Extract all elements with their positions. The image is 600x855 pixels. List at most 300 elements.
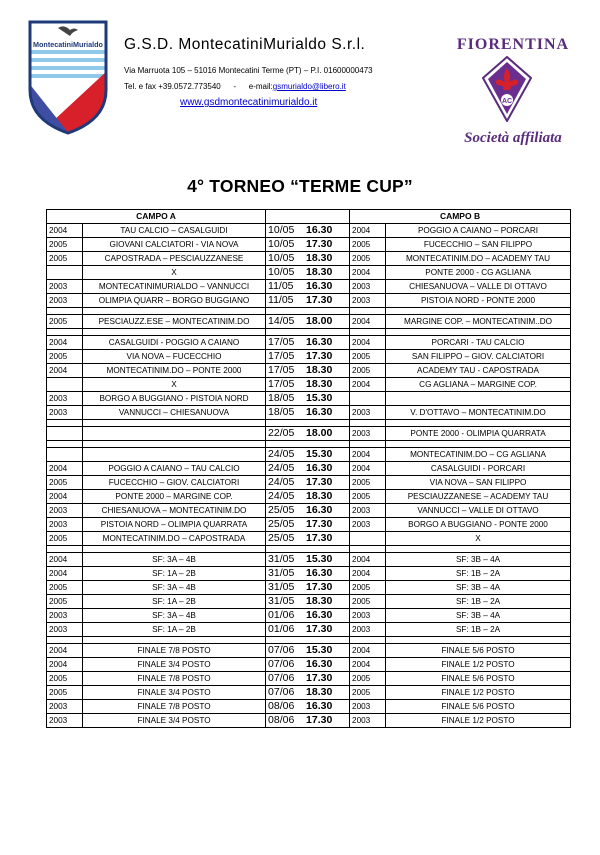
match-date: 08/06 [268, 700, 295, 712]
campo-a-year: 2003 [47, 406, 83, 420]
campo-b-year: 2003 [350, 504, 386, 518]
campo-b-year: 2004 [350, 448, 386, 462]
campo-b-match [386, 392, 571, 406]
match-time: 15.30 [306, 553, 333, 565]
campo-a-year: 2004 [47, 336, 83, 350]
campo-b-year: 2005 [350, 595, 386, 609]
match-time: 16.30 [306, 406, 333, 418]
campo-a-year: 2005 [47, 581, 83, 595]
campo-a-year: 2004 [47, 644, 83, 658]
datetime-cell [266, 406, 350, 420]
campo-b-year: 2004 [350, 336, 386, 350]
match-date: 31/05 [268, 595, 295, 607]
campo-a-year: 2004 [47, 462, 83, 476]
table-row [47, 336, 571, 350]
campo-a-year: 2004 [47, 364, 83, 378]
datetime-cell [266, 518, 350, 532]
table-row [47, 364, 571, 378]
datetime-cell [266, 238, 350, 252]
email-label: e-mail: [248, 82, 273, 91]
spacer-cell [47, 420, 83, 427]
campo-a-year: 2003 [47, 280, 83, 294]
campo-a-match: VANNUCCI – CHIESANUOVA [83, 406, 266, 420]
datetime-cell [266, 448, 350, 462]
spacer-cell [386, 420, 571, 427]
match-time: 17.30 [306, 581, 333, 593]
spacer-cell [83, 329, 266, 336]
campo-a-match: X [83, 378, 266, 392]
spacer-cell [266, 308, 350, 315]
campo-b-year: 2005 [350, 686, 386, 700]
campo-a-match: BORGO A BUGGIANO - PISTOIA NORD [83, 392, 266, 406]
campo-b-year: 2005 [350, 476, 386, 490]
campo-a-year: 2005 [47, 350, 83, 364]
campo-a-year: 2005 [47, 315, 83, 329]
datetime-cell [266, 462, 350, 476]
match-date: 25/05 [268, 504, 295, 516]
campo-b-match: V. D'OTTAVO – MONTECATINIM.DO [386, 406, 571, 420]
spacer-cell [47, 329, 83, 336]
campo-b-match: MARGINE COP. – MONTECATINIM..DO [386, 315, 571, 329]
campo-a-match: MONTECATINIM.DO – CAPOSTRADA [83, 532, 266, 546]
match-date: 17/05 [268, 364, 295, 376]
match-time: 18.30 [306, 364, 333, 376]
fiorentina-subtitle: Società affiliata [464, 130, 562, 146]
match-time: 16.30 [306, 504, 333, 516]
campo-b-match: PESCIAUZZANESE – ACADEMY TAU [386, 490, 571, 504]
campo-a-year: 2005 [47, 532, 83, 546]
campo-b-match: FINALE 1/2 POSTO [386, 714, 571, 728]
table-row [47, 315, 571, 329]
match-date: 10/05 [268, 266, 295, 278]
match-date: 01/06 [268, 623, 295, 635]
campo-b-match: SF: 3B – 4A [386, 553, 571, 567]
match-time: 17.30 [306, 476, 333, 488]
campo-b-match: SAN FILIPPO – GIOV. CALCIATORI [386, 350, 571, 364]
spacer-cell [266, 420, 350, 427]
campo-b-year: 2005 [350, 490, 386, 504]
match-date: 17/05 [268, 350, 295, 362]
campo-a-year: 2003 [47, 518, 83, 532]
tournament-title: 4° TORNEO “TERME CUP” [187, 176, 413, 196]
datetime-cell [266, 595, 350, 609]
phone-text: Tel. e fax +39.0572.773540 [124, 82, 221, 91]
campo-b-year [350, 392, 386, 406]
datetime-cell [266, 252, 350, 266]
campo-b-year: 2005 [350, 364, 386, 378]
campo-b-year: 2005 [350, 238, 386, 252]
campo-b-match: X [386, 532, 571, 546]
campo-a-match: MONTECATINIMURIALDO – VANNUCCI [83, 280, 266, 294]
fiorentina-crest-icon [482, 56, 532, 122]
match-time: 16.30 [306, 609, 333, 621]
match-time: 16.30 [306, 462, 333, 474]
spacer-cell [350, 308, 386, 315]
campo-a-match: FINALE 7/8 POSTO [83, 644, 266, 658]
match-time: 15.30 [306, 392, 333, 404]
table-row [47, 623, 571, 637]
datetime-cell [266, 476, 350, 490]
campo-a-year: 2003 [47, 700, 83, 714]
campo-a-match: FUCECCHIO – GIOV. CALCIATORI [83, 476, 266, 490]
campo-b-match: FINALE 5/6 POSTO [386, 700, 571, 714]
spacer-cell [47, 637, 83, 644]
match-date: 08/06 [268, 714, 295, 726]
spacer-row [47, 308, 571, 315]
campo-b-match: VANNUCCI – VALLE DI OTTAVO [386, 504, 571, 518]
match-time: 15.30 [306, 448, 333, 460]
spacer-row [47, 329, 571, 336]
match-time: 18.30 [306, 252, 333, 264]
datetime-cell [266, 392, 350, 406]
campo-b-year: 2004 [350, 224, 386, 238]
campo-a-match: SF: 3A – 4B [83, 581, 266, 595]
datetime-cell [266, 623, 350, 637]
match-time: 17.30 [306, 532, 333, 544]
email-link[interactable]: gsmurialdo@libero.it [272, 82, 346, 91]
spacer-cell [47, 308, 83, 315]
campo-b-year: 2004 [350, 266, 386, 280]
match-date: 31/05 [268, 581, 295, 593]
match-time: 17.30 [306, 294, 333, 306]
table-row [47, 448, 571, 462]
campo-a-match: CAPOSTRADA – PESCIAUZZANESE [83, 252, 266, 266]
table-row [47, 504, 571, 518]
campo-b-match: VIA NOVA – SAN FILIPPO [386, 476, 571, 490]
match-time: 17.30 [306, 518, 333, 530]
campo-b-match: PONTE 2000 - CG AGLIANA [386, 266, 571, 280]
spacer-cell [83, 308, 266, 315]
datetime-cell [266, 315, 350, 329]
campo-b-match: BORGO A BUGGIANO - PONTE 2000 [386, 518, 571, 532]
campo-b-year: 2005 [350, 350, 386, 364]
campo-b-year: 2004 [350, 567, 386, 581]
datetime-cell [266, 609, 350, 623]
campo-b-year: 2004 [350, 553, 386, 567]
campo-b-match: MONTECATINIM.DO – CG AGLIANA [386, 448, 571, 462]
campo-b-match: CASALGUIDI - PORCARI [386, 462, 571, 476]
campo-a-year [47, 378, 83, 392]
campo-a-match [83, 448, 266, 462]
campo-b-year: 2003 [350, 518, 386, 532]
fiorentina-title: FIORENTINA [456, 36, 570, 53]
match-date: 25/05 [268, 532, 295, 544]
table-row [47, 686, 571, 700]
org-name: G.S.D. MontecatiniMurialdo S.r.l. [124, 36, 366, 53]
campo-a-match: CHIESANUOVA – MONTECATINIM.DO [83, 504, 266, 518]
campo-a-match: FINALE 3/4 POSTO [83, 686, 266, 700]
match-time: 16.30 [306, 567, 333, 579]
spacer-row [47, 441, 571, 448]
datetime-cell [266, 700, 350, 714]
campo-b-year: 2005 [350, 581, 386, 595]
spacer-cell [47, 546, 83, 553]
match-date: 18/05 [268, 406, 295, 418]
campo-a-year: 2003 [47, 714, 83, 728]
campo-b-year: 2003 [350, 714, 386, 728]
match-time: 16.30 [306, 224, 333, 236]
campo-b-year: 2004 [350, 644, 386, 658]
contact-separator: - [233, 82, 237, 91]
table-row [47, 609, 571, 623]
campo-a-match: FINALE 7/8 POSTO [83, 700, 266, 714]
match-date: 31/05 [268, 567, 295, 579]
campo-a-year: 2004 [47, 224, 83, 238]
campo-b-match: PISTOIA NORD - PONTE 2000 [386, 294, 571, 308]
datetime-cell [266, 658, 350, 672]
spacer-cell [386, 441, 571, 448]
match-date: 11/05 [268, 280, 294, 292]
campo-b-match: SF: 1B – 2A [386, 623, 571, 637]
campo-a-match: FINALE 3/4 POSTO [83, 714, 266, 728]
datetime-cell [266, 553, 350, 567]
match-time: 18.00 [306, 315, 333, 327]
spacer-cell [47, 441, 83, 448]
campo-a-year: 2003 [47, 504, 83, 518]
logo-text: MontecatiniMurialdo [33, 40, 103, 49]
campo-b-match: SF: 1B – 2A [386, 595, 571, 609]
match-time: 18.30 [306, 490, 333, 502]
match-date: 17/05 [268, 378, 295, 390]
match-date: 10/05 [268, 252, 295, 264]
schedule-body [47, 210, 571, 728]
campo-a-year [47, 427, 83, 441]
table-row [47, 518, 571, 532]
club-logo [28, 20, 108, 135]
campo-b-year: 2005 [350, 672, 386, 686]
match-time: 18.30 [306, 266, 333, 278]
table-row [47, 294, 571, 308]
spacer-cell [83, 420, 266, 427]
campo-b-year: 2004 [350, 658, 386, 672]
table-row [47, 567, 571, 581]
table-row [47, 406, 571, 420]
match-time: 17.30 [306, 350, 333, 362]
match-date: 17/05 [268, 336, 295, 348]
table-row [47, 490, 571, 504]
match-date: 07/06 [268, 686, 295, 698]
campo-b-match: POGGIO A CAIANO – PORCARI [386, 224, 571, 238]
table-row [47, 476, 571, 490]
campo-b-match: FINALE 1/2 POSTO [386, 686, 571, 700]
match-time: 16.30 [306, 280, 333, 292]
campo-a-match: SF: 1A – 2B [83, 595, 266, 609]
table-header-row [47, 210, 571, 224]
campo-a-year: 2005 [47, 238, 83, 252]
match-time: 16.30 [306, 700, 333, 712]
table-row [47, 553, 571, 567]
campo-a-year: 2003 [47, 609, 83, 623]
match-date: 10/05 [268, 224, 295, 236]
datetime-cell [266, 581, 350, 595]
campo-a-match: SF: 1A – 2B [83, 623, 266, 637]
campo-b-year: 2004 [350, 378, 386, 392]
campo-b-match: PONTE 2000 - OLIMPIA QUARRATA [386, 427, 571, 441]
datetime-cell [266, 672, 350, 686]
table-row [47, 672, 571, 686]
org-contact [124, 82, 346, 91]
campo-b-year: 2005 [350, 252, 386, 266]
campo-b-year: 2003 [350, 294, 386, 308]
table-row [47, 266, 571, 280]
website-link[interactable]: www.gsdmontecatinimurialdo.it [180, 97, 318, 108]
campo-b-year: 2003 [350, 609, 386, 623]
datetime-cell [266, 336, 350, 350]
match-time: 17.30 [306, 714, 333, 726]
campo-a-year: 2005 [47, 252, 83, 266]
match-time: 18.30 [306, 686, 333, 698]
match-date: 18/05 [268, 392, 295, 404]
match-date: 01/06 [268, 609, 295, 621]
table-row [47, 700, 571, 714]
campo-a-year: 2004 [47, 490, 83, 504]
spacer-cell [386, 637, 571, 644]
spacer-cell [266, 441, 350, 448]
datetime-cell [266, 714, 350, 728]
spacer-cell [350, 637, 386, 644]
campo-a-match: X [83, 266, 266, 280]
table-row [47, 427, 571, 441]
campo-a-year: 2004 [47, 567, 83, 581]
datetime-cell [266, 224, 350, 238]
campo-b-match: SF: 1B – 2A [386, 567, 571, 581]
table-row [47, 350, 571, 364]
table-row [47, 392, 571, 406]
campo-a-match: PESCIAUZZ.ESE – MONTECATINIM.DO [83, 315, 266, 329]
datetime-cell [266, 490, 350, 504]
datetime-cell [266, 378, 350, 392]
table-row [47, 252, 571, 266]
campo-a-match: FINALE 7/8 POSTO [83, 672, 266, 686]
campo-b-match: ACADEMY TAU - CAPOSTRADA [386, 364, 571, 378]
match-date: 24/05 [268, 476, 295, 488]
campo-a-year: 2003 [47, 294, 83, 308]
campo-b-match: SF: 3B – 4A [386, 581, 571, 595]
campo-a-year: 2005 [47, 686, 83, 700]
campo-a-year: 2004 [47, 553, 83, 567]
crest-text: AC [501, 98, 513, 105]
campo-a-match: FINALE 3/4 POSTO [83, 658, 266, 672]
campo-b-year: 2003 [350, 427, 386, 441]
datetime-cell [266, 532, 350, 546]
campo-a-match: POGGIO A CAIANO – TAU CALCIO [83, 462, 266, 476]
match-time: 18.30 [306, 378, 333, 390]
campo-b-year: 2004 [350, 462, 386, 476]
table-row [47, 644, 571, 658]
campo-a-match: TAU CALCIO – CASALGUIDI [83, 224, 266, 238]
spacer-cell [386, 308, 571, 315]
match-date: 31/05 [268, 553, 295, 565]
table-row [47, 224, 571, 238]
spacer-cell [386, 329, 571, 336]
match-date: 14/05 [268, 315, 295, 327]
table-row [47, 378, 571, 392]
campo-b-match: CHIESANUOVA – VALLE DI OTTAVO [386, 280, 571, 294]
campo-a-match: GIOVANI CALCIATORI - VIA NOVA [83, 238, 266, 252]
org-address: Via Marruota 105 – 51016 Montecatini Terme (PT) – P.I. 01600000473 [124, 66, 373, 75]
campo-a-match: MONTECATINIM.DO – PONTE 2000 [83, 364, 266, 378]
campo-a-match: CASALGUIDI - POGGIO A CAIANO [83, 336, 266, 350]
campo-a-match: SF: 3A – 4B [83, 609, 266, 623]
campo-b-match: FINALE 1/2 POSTO [386, 658, 571, 672]
datetime-cell [266, 294, 350, 308]
campo-a-match: PISTOIA NORD – OLIMPIA QUARRATA [83, 518, 266, 532]
table-row [47, 280, 571, 294]
campo-b-year: 2003 [350, 623, 386, 637]
datetime-cell [266, 567, 350, 581]
match-date: 11/05 [268, 294, 294, 306]
campo-b-match: MONTECATINIM.DO – ACADEMY TAU [386, 252, 571, 266]
table-row [47, 658, 571, 672]
match-date: 24/05 [268, 462, 295, 474]
match-date: 07/06 [268, 658, 295, 670]
spacer-cell [350, 546, 386, 553]
campo-a-year: 2004 [47, 658, 83, 672]
match-time: 16.30 [306, 658, 333, 670]
campo-a-match: VIA NOVA – FUCECCHIO [83, 350, 266, 364]
schedule-table [46, 209, 571, 728]
match-date: 25/05 [268, 518, 295, 530]
match-time: 17.30 [306, 238, 333, 250]
campo-b-match: CG AGLIANA – MARGINE COP. [386, 378, 571, 392]
spacer-row [47, 420, 571, 427]
table-row [47, 462, 571, 476]
campo-a-match: SF: 1A – 2B [83, 567, 266, 581]
spacer-cell [350, 441, 386, 448]
match-time: 18.00 [306, 427, 333, 439]
header-blank-cell [266, 210, 350, 224]
spacer-cell [83, 441, 266, 448]
datetime-cell [266, 280, 350, 294]
campo-a-match [83, 427, 266, 441]
campo-a-header: CAMPO A [47, 210, 266, 224]
campo-b-year [350, 532, 386, 546]
match-time: 17.30 [306, 623, 333, 635]
campo-a-year [47, 448, 83, 462]
campo-b-match: SF: 3B – 4A [386, 609, 571, 623]
match-time: 17.30 [306, 672, 333, 684]
campo-a-year: 2005 [47, 476, 83, 490]
campo-a-year: 2005 [47, 595, 83, 609]
table-row [47, 532, 571, 546]
spacer-cell [350, 420, 386, 427]
match-time: 16.30 [306, 336, 333, 348]
datetime-cell [266, 350, 350, 364]
table-row [47, 238, 571, 252]
campo-b-match: FINALE 5/6 POSTO [386, 644, 571, 658]
campo-b-year: 2003 [350, 280, 386, 294]
campo-b-header: CAMPO B [350, 210, 571, 224]
campo-b-year: 2003 [350, 700, 386, 714]
match-date: 07/06 [268, 644, 295, 656]
match-time: 15.30 [306, 644, 333, 656]
spacer-row [47, 637, 571, 644]
datetime-cell [266, 644, 350, 658]
spacer-cell [350, 329, 386, 336]
spacer-cell [83, 546, 266, 553]
campo-a-match: PONTE 2000 – MARGINE COP. [83, 490, 266, 504]
campo-b-year: 2004 [350, 315, 386, 329]
table-row [47, 581, 571, 595]
match-date: 22/05 [268, 427, 295, 439]
spacer-cell [266, 329, 350, 336]
campo-a-year: 2003 [47, 392, 83, 406]
match-date: 07/06 [268, 672, 295, 684]
spacer-row [47, 546, 571, 553]
campo-b-year: 2003 [350, 406, 386, 420]
spacer-cell [266, 546, 350, 553]
campo-b-match: FUCECCHIO – SAN FILIPPO [386, 238, 571, 252]
